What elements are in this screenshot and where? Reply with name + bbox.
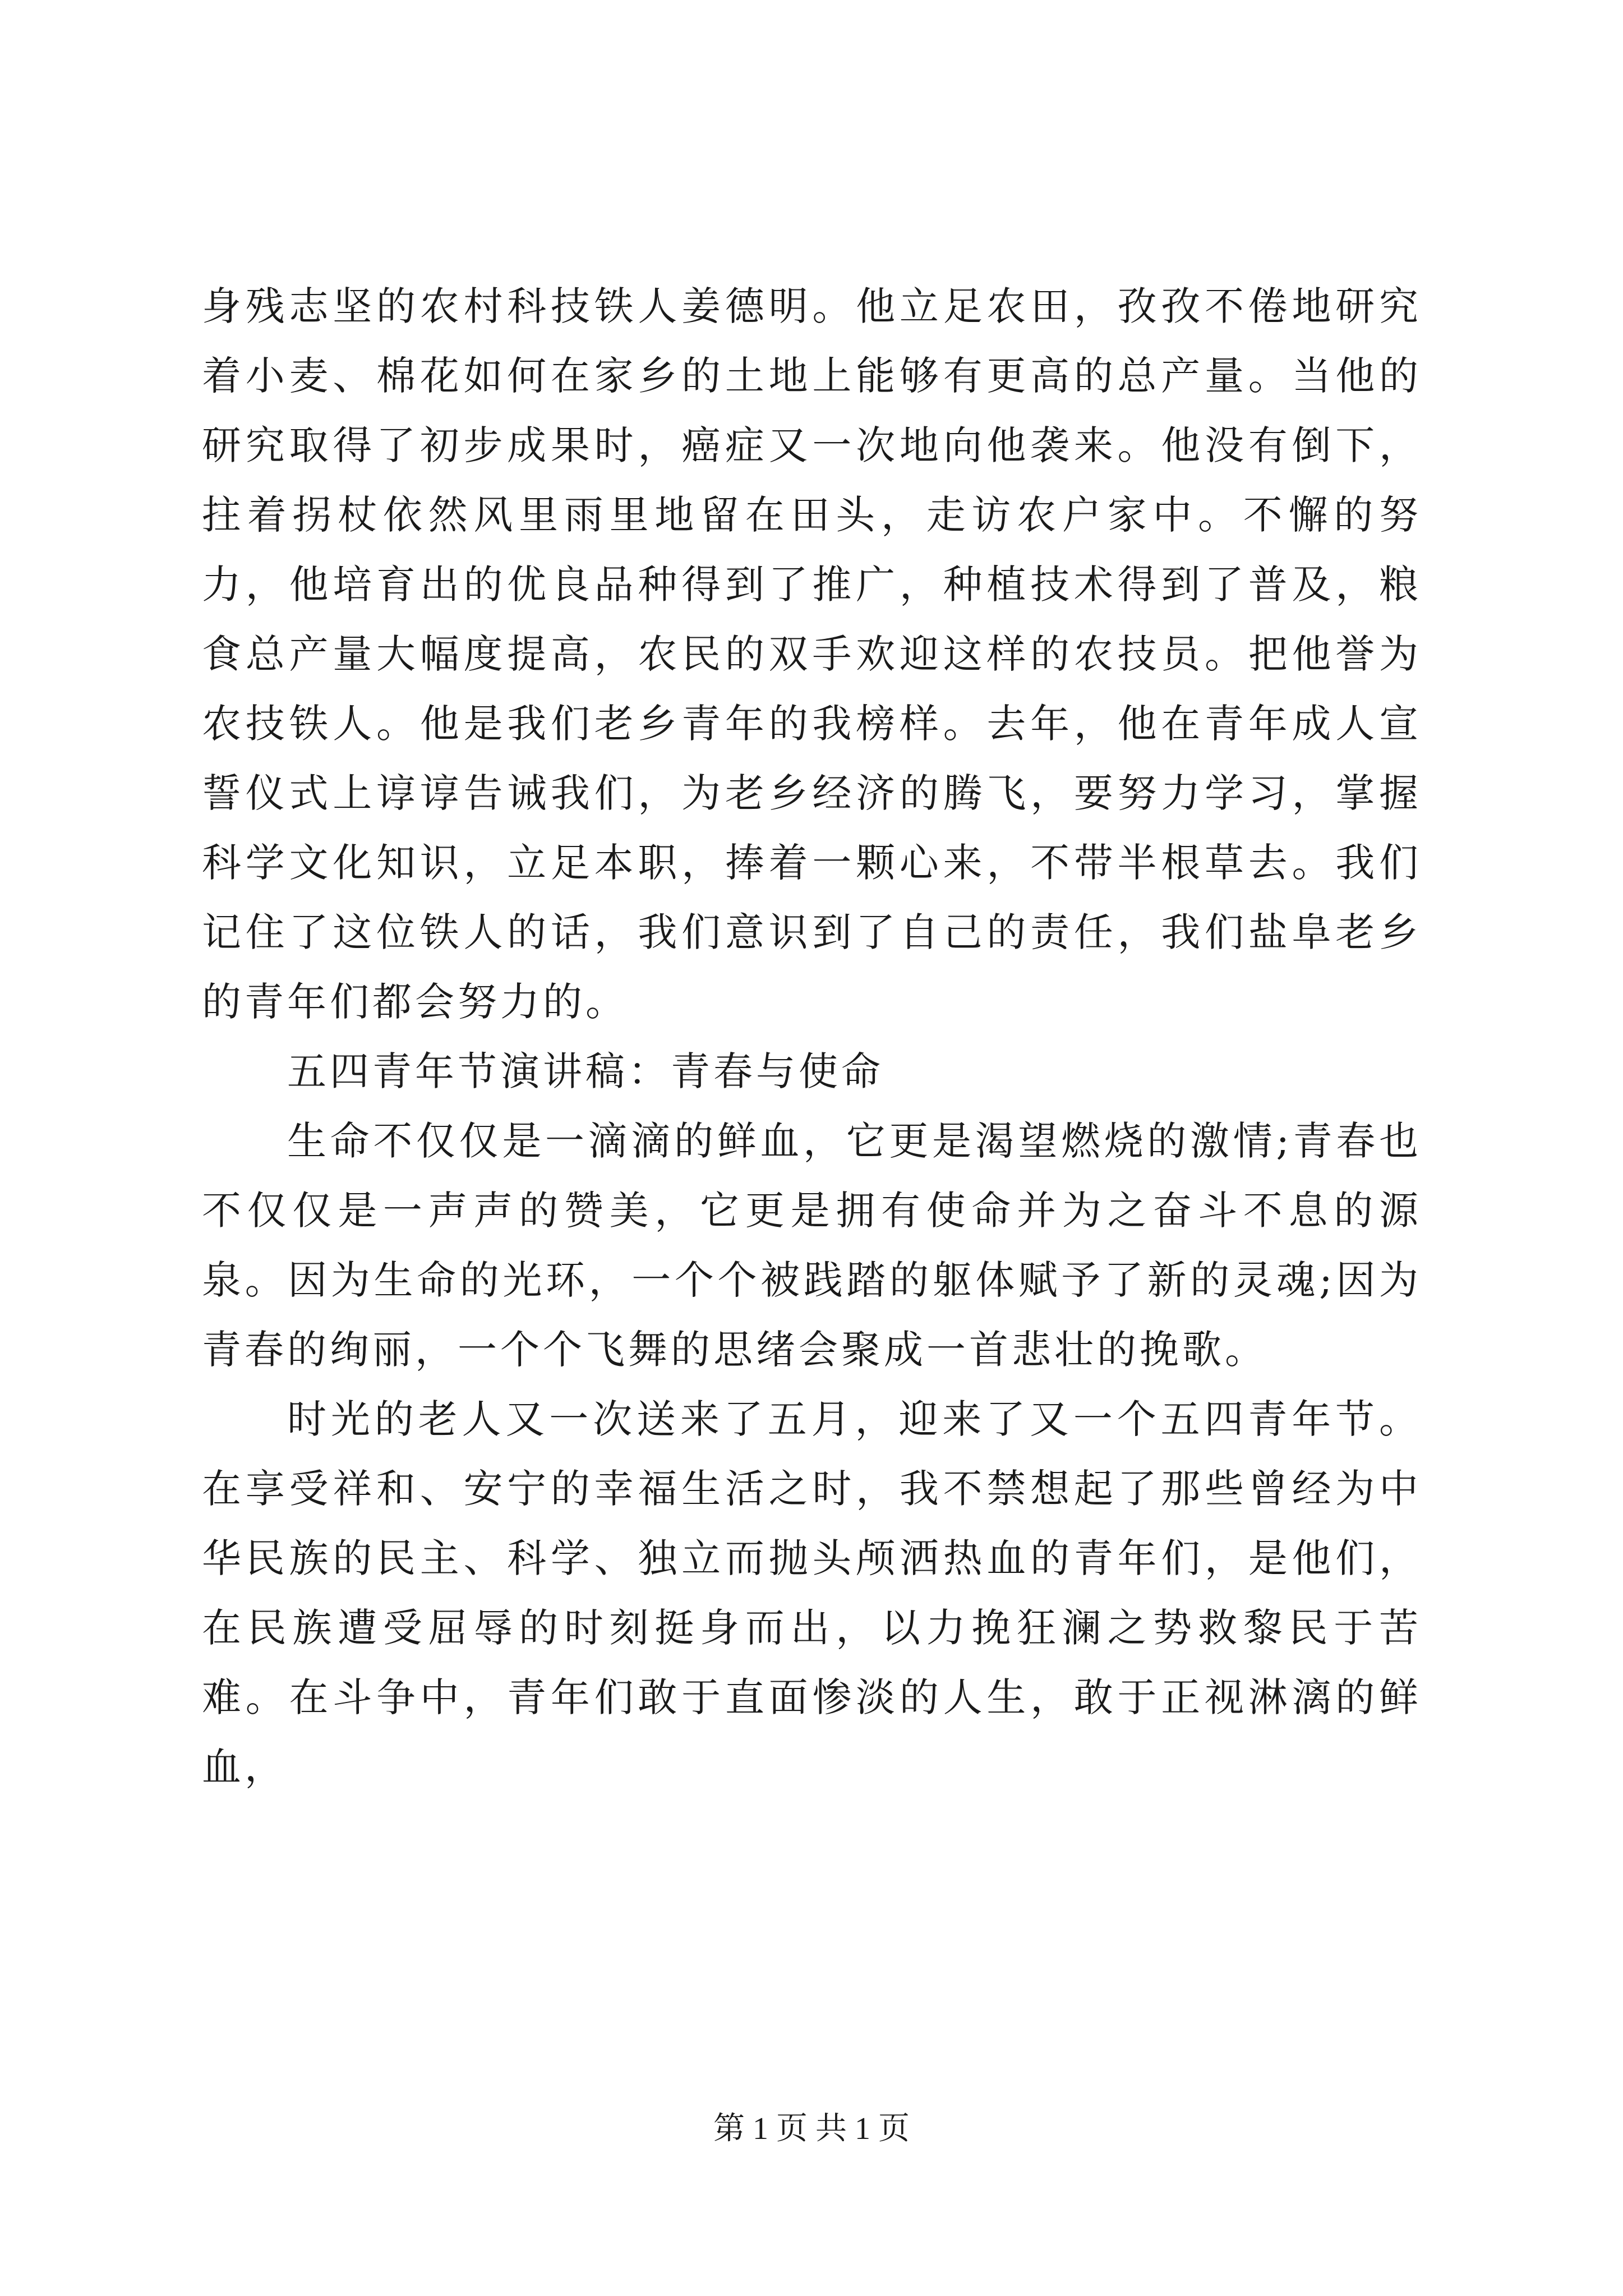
document-body bbox=[202, 272, 1422, 1802]
page-footer: 第 1 页 共 1 页 bbox=[713, 2111, 910, 2146]
paragraph-2: 生命不仅仅是一滴滴的鲜血，它更是渴望燃烧的激情;青春也不仅仅是一声声的赞美，它更是拥有使命并为之奋斗不息的源泉。因为生命的光环，一个个被践踏的躯体赋予了新的灵魂;因为青春的绚丽，一个个飞舞的思绪会聚成一首悲壮的挽歌。 bbox=[202, 1118, 1422, 1373]
section-heading: 五四青年节演讲稿：青春与使命 bbox=[287, 1048, 884, 1094]
paragraph-3: 时光的老人又一次送来了五月，迎来了又一个五四青年节。在享受祥和、安宁的幸福生活之时，我不禁想起了那些曾经为中华民族的民主、科学、独立而抛头颅洒热血的青年们，是他们，在民族遭受屈辱的时刻挺身而出，以力挽狂澜之势救黎民于苦难。在斗争中，青年们敢于直面惨淡的人生，敢于正视淋漓的鲜血， bbox=[202, 1396, 1422, 1790]
paragraph-1: 身残志坚的农村科技铁人姜德明。他立足农田，孜孜不倦地研究着小麦、棉花如何在家乡的土地上能够有更高的总产量。当他的研究取得了初步成果时，癌症又一次地向他袭来。他没有倒下，拄着拐杖依然风里雨里地留在田头，走访农户家中。不懈的努力，他培育出的优良品种得到了推广，种植技术得到了普及，粮食总产量大幅度提高，农民的双手欢迎这样的农技员。把他誉为农技铁人。他是我们老乡青年的我榜样。去年，他在青年成人宣誓仪式上谆谆告诫我们，为老乡经济的腾飞，要努力学习，掌握科学文化知识，立足本职，捧着一颗心来，不带半根草去。我们记住了这位铁人的话，我们意识到了自己的责任，我们盐阜老乡的青年们都会努力的。 bbox=[202, 283, 1422, 1025]
